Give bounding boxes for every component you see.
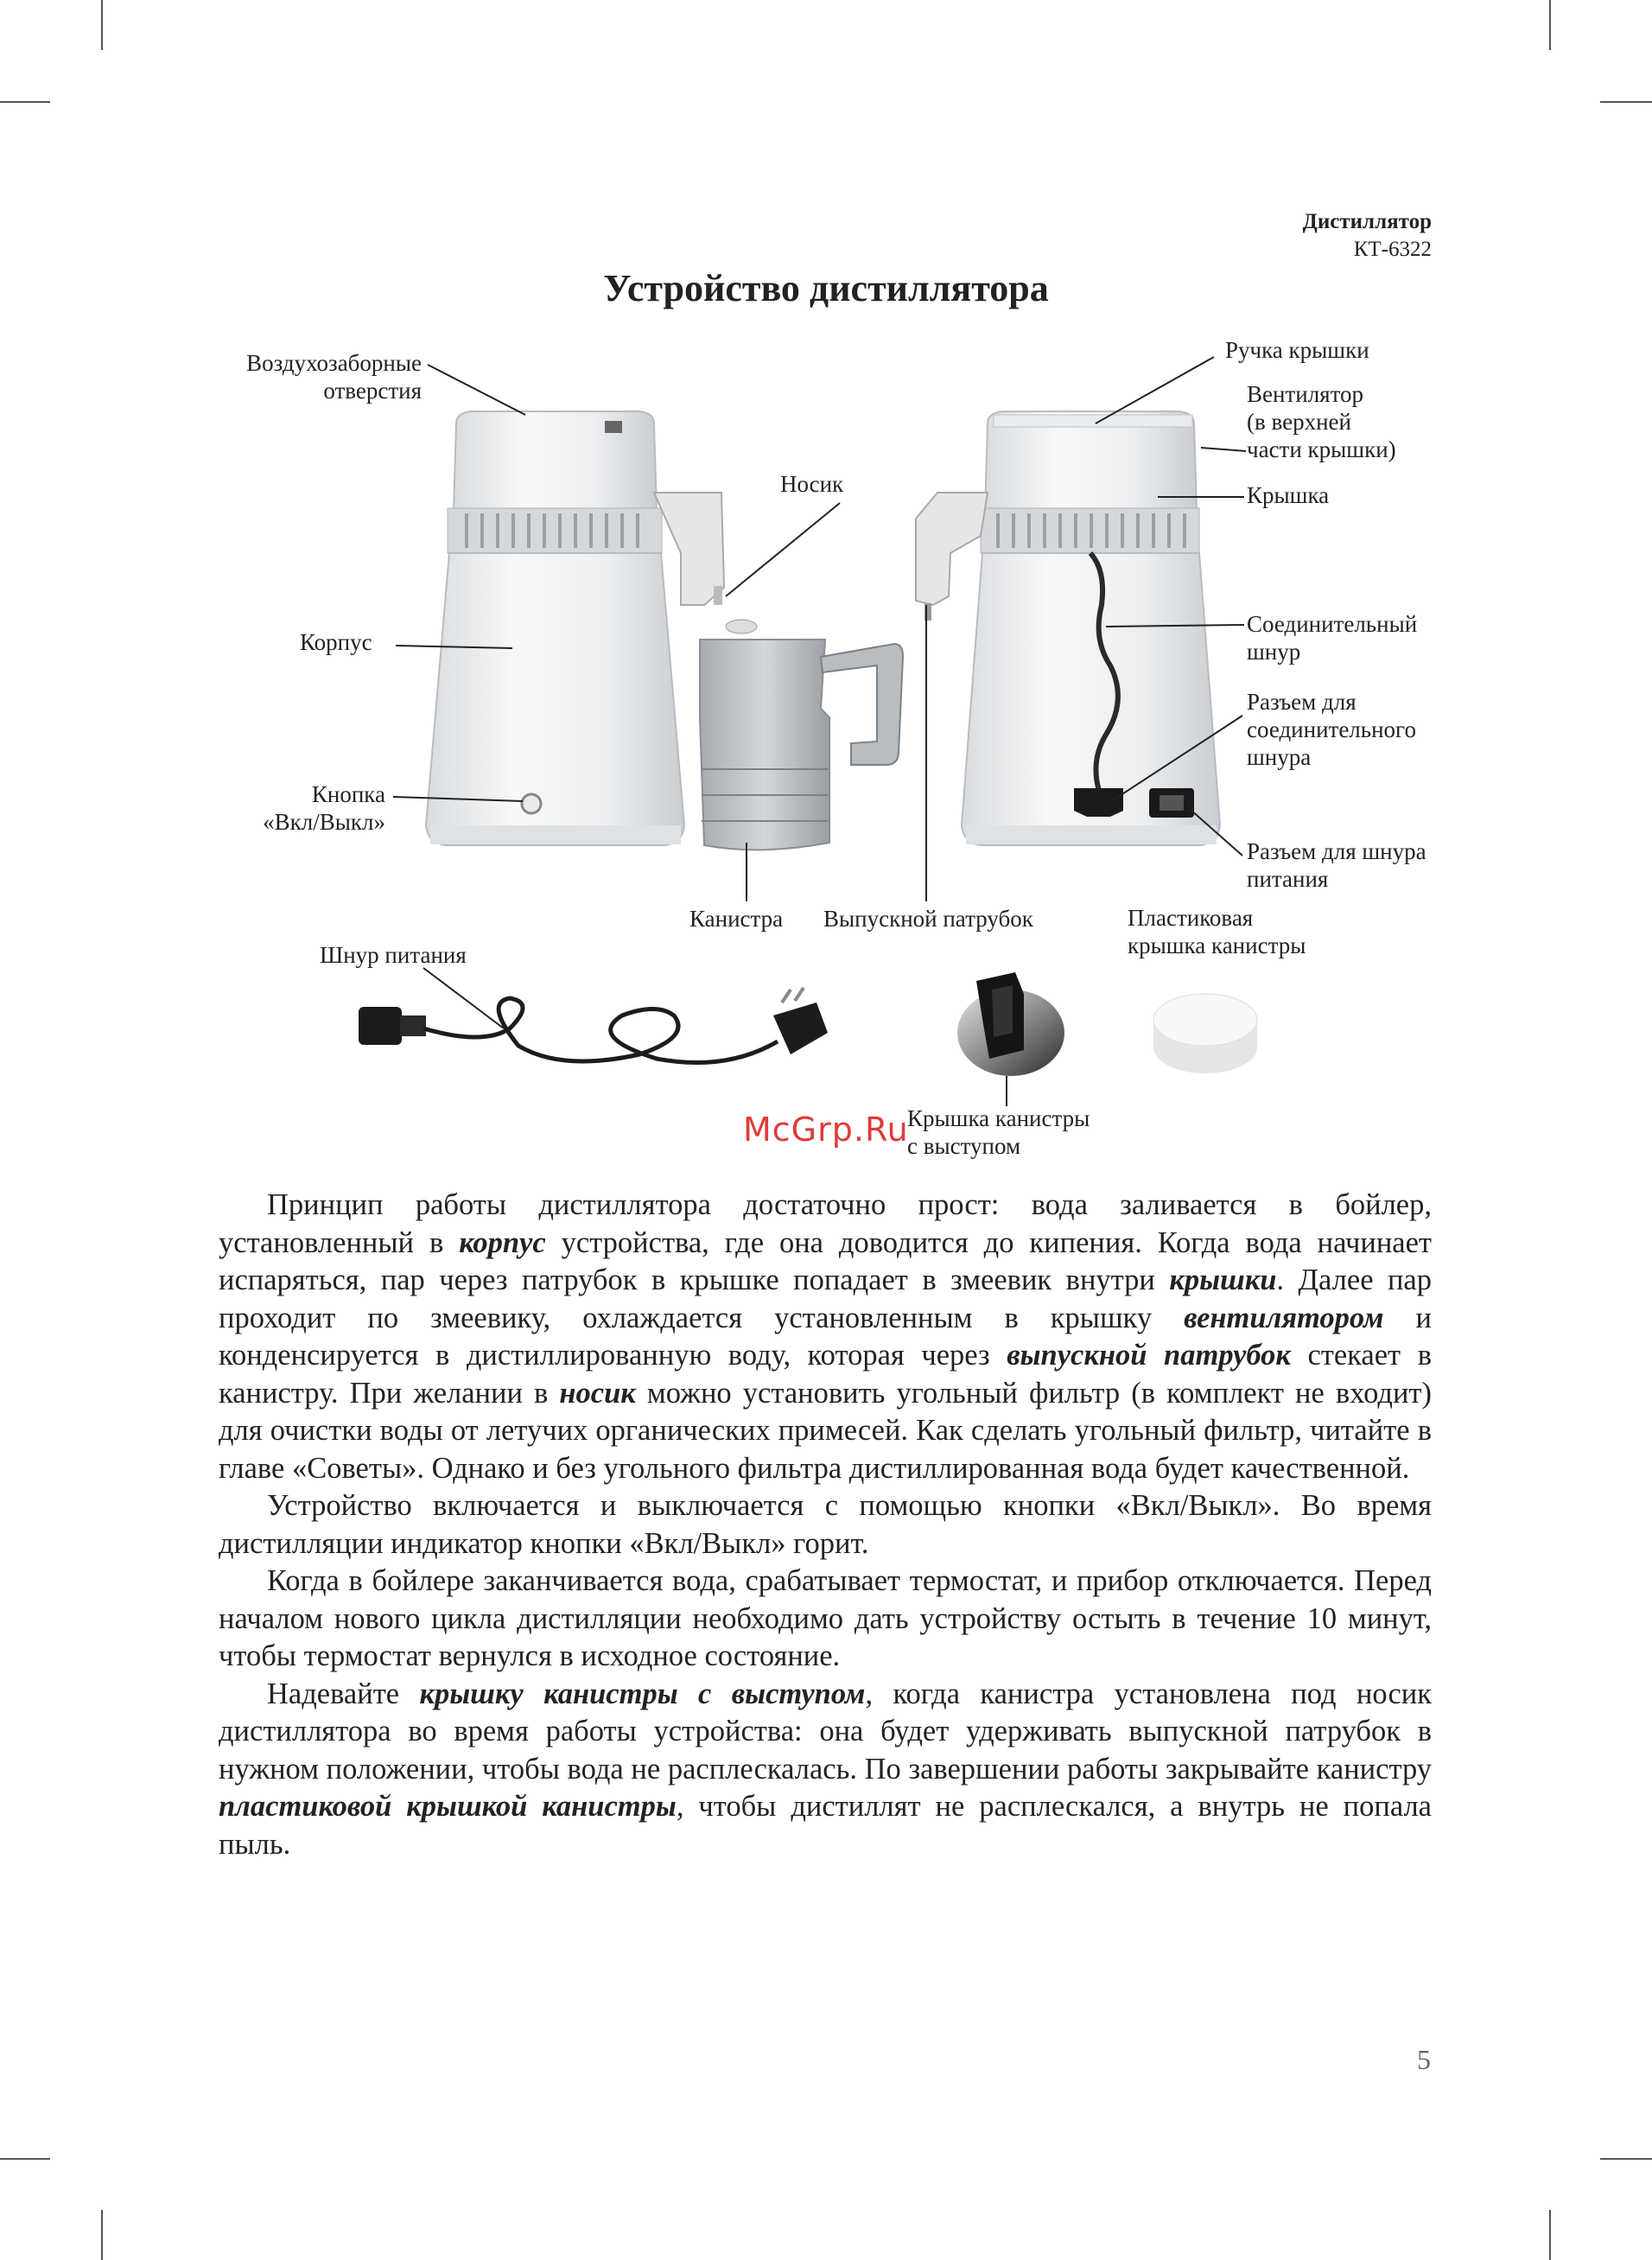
label-connecting-socket: [1247, 688, 1416, 771]
label-connecting-cord: [1247, 610, 1417, 665]
text-run: стекает в канистру. При желании в: [219, 1339, 1432, 1410]
label-line: Пластиковая: [1128, 905, 1254, 931]
distiller-front-view: [426, 411, 724, 845]
emphasis: пластиковой крышкой канистры: [219, 1790, 677, 1823]
emphasis: корпус: [459, 1225, 546, 1259]
label-fan: [1247, 380, 1396, 463]
paragraph-4: [219, 1676, 1432, 1864]
text-run: Надевайте: [267, 1677, 420, 1710]
crop-mark: [1549, 2210, 1551, 2260]
text-run: , чтобы дистиллят не расплескался, а внутрь не попала пыль.: [219, 1790, 1432, 1861]
label-canister: Канистра: [689, 906, 784, 932]
label-line: крышка канистры: [1128, 933, 1306, 958]
label-line: части крышки): [1247, 436, 1396, 462]
text-run: можно установить угольный фильтр (в комплект не входит) для очистки воды от летучих органических примесей. Как сделать угольный фильтр, читайте в главе «Советы». Однако и без угольного фильтра дистиллированная вода будет качественной.: [219, 1376, 1432, 1485]
label-power-button: [213, 780, 385, 836]
label-line: (в верхней: [1247, 409, 1351, 435]
label-line: соединительного: [1247, 716, 1416, 742]
body-text: [219, 1187, 1432, 1863]
label-line: шнур: [1247, 639, 1301, 665]
label-spout-lid: [907, 1105, 1090, 1160]
label-power-socket: [1247, 837, 1426, 893]
spout-lid-image: [957, 972, 1064, 1076]
paragraph-3: Когда в бойлере заканчивается вода, срабатывает термостат, и прибор отключается. Перед началом нового цикла дистилляции необходимо дать устройству остыть в течение 10 минут, чтобы термостат вернулся в исходное состояние.: [219, 1564, 1432, 1672]
text-run: Принцип работы дистиллятора достаточно прост: вода заливается в бойлер, установленный в: [219, 1188, 1432, 1259]
emphasis: выпускной патрубок: [1007, 1339, 1291, 1372]
crop-mark: [101, 2210, 103, 2260]
crop-mark: [1600, 2158, 1652, 2160]
label-line: отверстия: [323, 378, 422, 404]
header-product: Дистиллятор: [1302, 210, 1432, 233]
label-line: Соединительный: [1247, 611, 1418, 637]
distiller-back-view: [916, 411, 1220, 845]
label-line: Кнопка: [311, 781, 385, 807]
paragraph-2: Устройство включается и выключается с помощью кнопки «Вкл/Выкл». Во время дистилляции индикатор кнопки «Вкл/Выкл» горит.: [219, 1489, 1432, 1560]
page-title: Устройство дистиллятора: [603, 267, 1049, 309]
label-line: шнура: [1247, 744, 1312, 770]
canister-image: [700, 620, 903, 850]
text-run: , когда канистра установлена под носик дистиллятора во время работы устройства: она будет удерживать выпускной патрубок в нужном положении, чтобы вода не расплескалась. По завершении работы закрывайте канистру: [219, 1677, 1432, 1786]
emphasis: крышки: [1169, 1264, 1277, 1296]
label-line: питания: [1247, 866, 1329, 892]
label-line: Разъем для: [1247, 689, 1357, 715]
paragraph-1: [219, 1187, 1432, 1487]
text-run: и конденсируется в дистиллированную воду, которая через: [219, 1301, 1432, 1372]
plastic-lid-image: [1153, 994, 1257, 1073]
label-line: Вентилятор: [1247, 381, 1364, 407]
label-outlet-pipe: Выпускной патрубок: [823, 906, 1033, 932]
label-body: Корпус: [300, 629, 372, 655]
text-run: . Далее пар проходит по змеевику, охлаждается установленным в крышку: [219, 1264, 1432, 1334]
label-plastic-lid: [1128, 904, 1306, 959]
watermark: McGrp.Ru: [743, 1111, 909, 1149]
label-line: Воздухозаборные: [246, 350, 422, 376]
emphasis: носик: [559, 1376, 636, 1410]
label-spout: Носик: [780, 471, 844, 497]
header-model: КТ-6322: [1353, 238, 1432, 261]
crop-mark: [0, 2158, 50, 2160]
page-number: 5: [1417, 2044, 1431, 2075]
label-line: «Вкл/Выкл»: [263, 809, 385, 835]
label-line: с выступом: [907, 1133, 1021, 1159]
emphasis: вентилятором: [1184, 1301, 1384, 1334]
label-line: Разъем для шнура: [1247, 838, 1426, 864]
power-cord-image: [359, 988, 828, 1063]
label-lid-handle: Ручка крышки: [1225, 337, 1369, 363]
label-lid: Крышка: [1247, 482, 1330, 508]
emphasis: крышку канистры с выступом: [419, 1677, 866, 1710]
label-air-intake: [213, 349, 422, 404]
text-run: устройства, где она доводится до кипения. Когда вода начинает испаряться, пар через патрубок в крышке попадает в змеевик внутри: [219, 1225, 1433, 1296]
label-power-cord: Шнур питания: [320, 942, 467, 968]
label-line: Крышка канистры: [907, 1105, 1090, 1131]
